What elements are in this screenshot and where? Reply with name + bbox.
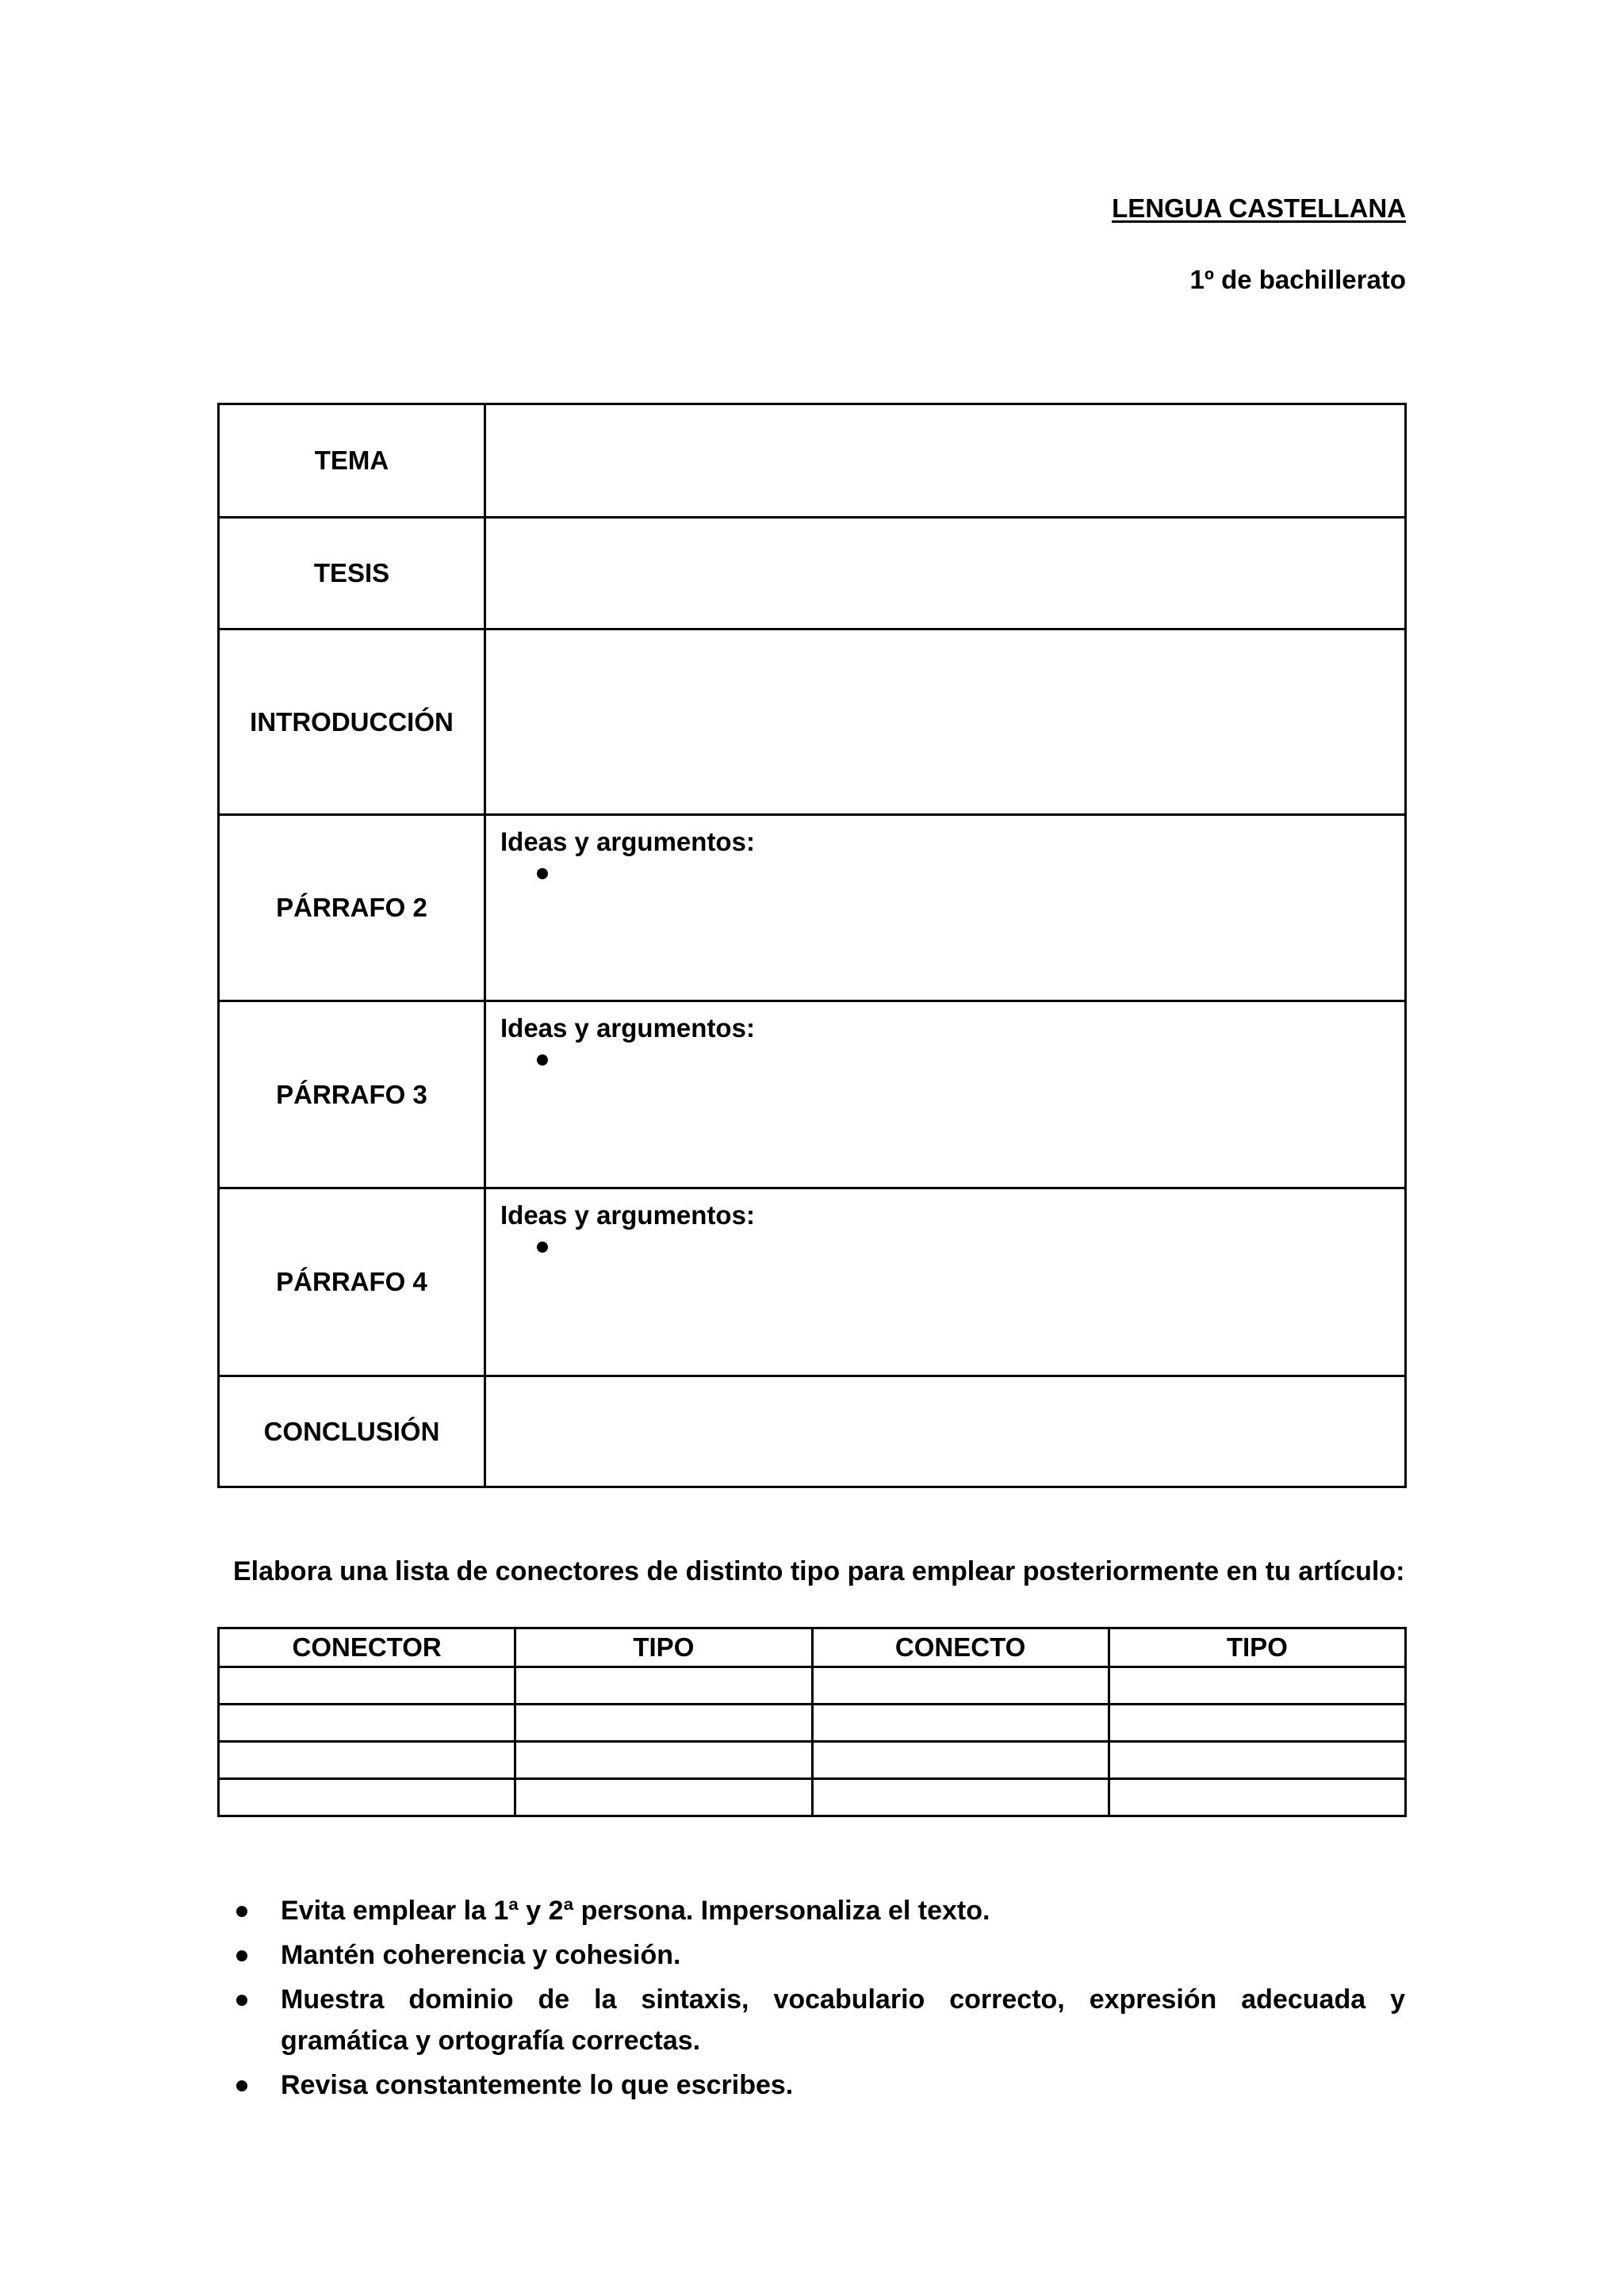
connectors-table — [217, 1627, 1407, 1817]
row-label: PÁRRAFO 2 — [219, 815, 485, 1001]
row-label: INTRODUCCIÓN — [219, 629, 485, 815]
table-cell[interactable] — [1109, 1742, 1405, 1779]
table-cell[interactable] — [219, 1667, 515, 1705]
conclusion-field[interactable] — [485, 1376, 1406, 1487]
column-header: CONECTO — [812, 1628, 1109, 1667]
ideas-label: Ideas y argumentos: — [500, 1200, 755, 1230]
bullet-icon — [236, 1950, 247, 1961]
row-label: PÁRRAFO 3 — [219, 1001, 485, 1188]
column-header: TIPO — [1109, 1628, 1405, 1667]
parrafo-2-field[interactable] — [485, 815, 1406, 1001]
table-row — [219, 1742, 1406, 1779]
table-cell[interactable] — [1109, 1705, 1405, 1742]
list-item — [281, 1979, 1405, 2061]
tip-text-continued: gramática y ortografía correctas. — [281, 2026, 701, 2056]
row-label: PÁRRAFO 4 — [219, 1188, 485, 1376]
table-cell[interactable] — [515, 1779, 812, 1816]
table-row — [219, 1779, 1406, 1816]
connectors-header-row — [219, 1628, 1406, 1667]
table-cell[interactable] — [812, 1742, 1109, 1779]
ideas-label: Ideas y argumentos: — [500, 1013, 755, 1043]
list-item — [281, 1934, 1405, 1976]
bullet-icon — [537, 1054, 548, 1066]
row-label: TESIS — [219, 518, 485, 629]
essay-outline-table — [217, 403, 1407, 1488]
row-label: CONCLUSIÓN — [219, 1376, 485, 1487]
column-header: CONECTOR — [219, 1628, 515, 1667]
writing-tips-list — [281, 1890, 1405, 2109]
outline-row-tesis — [219, 518, 1406, 629]
table-row — [219, 1667, 1406, 1705]
table-cell[interactable] — [219, 1742, 515, 1779]
tip-text: Revisa constantemente lo que escribes. — [281, 2070, 794, 2100]
bullet-icon — [236, 2080, 247, 2091]
introduccion-field[interactable] — [485, 629, 1406, 815]
tema-field[interactable] — [485, 404, 1406, 518]
list-item — [281, 1890, 1405, 1931]
tip-text: Muestra dominio de la sintaxis, vocabulario correcto, expresión adecuada y — [281, 1984, 1405, 2015]
connectors-instruction: Elabora una lista de conectores de distinto tipo para emplear posteriormente en tu artículo: — [233, 1556, 1405, 1586]
table-cell[interactable] — [812, 1779, 1109, 1816]
bullet-icon — [236, 1995, 247, 2006]
table-cell[interactable] — [812, 1705, 1109, 1742]
table-cell[interactable] — [219, 1779, 515, 1816]
outline-row-parrafo-2 — [219, 815, 1406, 1001]
tip-text: Mantén coherencia y cohesión. — [281, 1940, 681, 1970]
table-cell[interactable] — [515, 1742, 812, 1779]
table-cell[interactable] — [219, 1705, 515, 1742]
outline-row-introduccion — [219, 629, 1406, 815]
outline-row-tema — [219, 404, 1406, 518]
column-header: TIPO — [515, 1628, 812, 1667]
outline-row-parrafo-3 — [219, 1001, 1406, 1188]
parrafo-4-field[interactable] — [485, 1188, 1406, 1376]
outline-row-conclusion — [219, 1376, 1406, 1487]
table-cell[interactable] — [515, 1705, 812, 1742]
tesis-field[interactable] — [485, 518, 1406, 629]
course-level: 1º de bachillerato — [1189, 265, 1406, 294]
table-cell[interactable] — [1109, 1779, 1405, 1816]
list-item — [281, 2064, 1405, 2106]
subject-title: LENGUA CASTELLANA — [1112, 193, 1406, 223]
outline-row-parrafo-4 — [219, 1188, 1406, 1376]
bullet-icon — [236, 1906, 247, 1917]
table-cell[interactable] — [1109, 1667, 1405, 1705]
table-row — [219, 1705, 1406, 1742]
tip-text: Evita emplear la 1ª y 2ª persona. Impersonaliza el texto. — [281, 1896, 990, 1926]
ideas-label: Ideas y argumentos: — [500, 827, 755, 856]
table-cell[interactable] — [515, 1667, 812, 1705]
table-cell[interactable] — [812, 1667, 1109, 1705]
row-label: TEMA — [219, 404, 485, 518]
bullet-icon — [537, 868, 548, 879]
parrafo-3-field[interactable] — [485, 1001, 1406, 1188]
bullet-icon — [537, 1242, 548, 1253]
